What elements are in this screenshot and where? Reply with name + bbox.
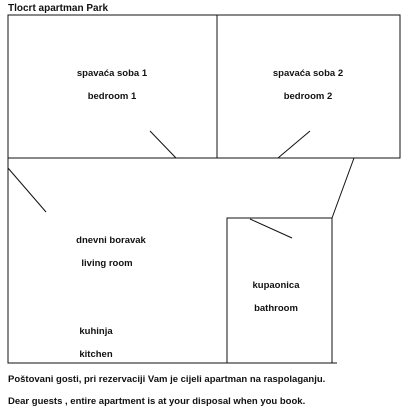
bedroom2-label-local: spavaća soba 2 — [272, 68, 344, 79]
guest-note-local: Poštovani gosti, pri rezervaciji Vam je cijeli apartman na raspolaganju. — [8, 374, 326, 385]
guest-note-en: Dear guests , entire apartment is at your disposal when you book. — [8, 396, 306, 407]
bathroom-label-local: kupaonica — [252, 280, 300, 291]
entrance-door-icon — [8, 168, 46, 212]
living-room-label-en: living room — [81, 258, 133, 269]
bathroom-door-icon — [250, 219, 292, 238]
plan-title: Tlocrt apartman Park — [8, 3, 109, 14]
kitchen-label-en: kitchen — [79, 349, 113, 360]
kitchen-label-local: kuhinja — [79, 326, 113, 337]
balcony-door-icon — [332, 158, 354, 218]
bedroom2-label-en: bedroom 2 — [283, 91, 333, 102]
living-room-label-local: dnevni boravak — [76, 235, 146, 246]
bedroom2-door-icon — [278, 131, 310, 158]
bedroom1-label-local: spavaća soba 1 — [76, 68, 148, 79]
outer-wall — [8, 15, 400, 158]
bedroom1-door-icon — [150, 131, 176, 158]
bathroom-label-en: bathroom — [254, 303, 298, 314]
bedroom1-label-en: bedroom 1 — [87, 91, 137, 102]
lower-outer-wall — [8, 158, 337, 363]
